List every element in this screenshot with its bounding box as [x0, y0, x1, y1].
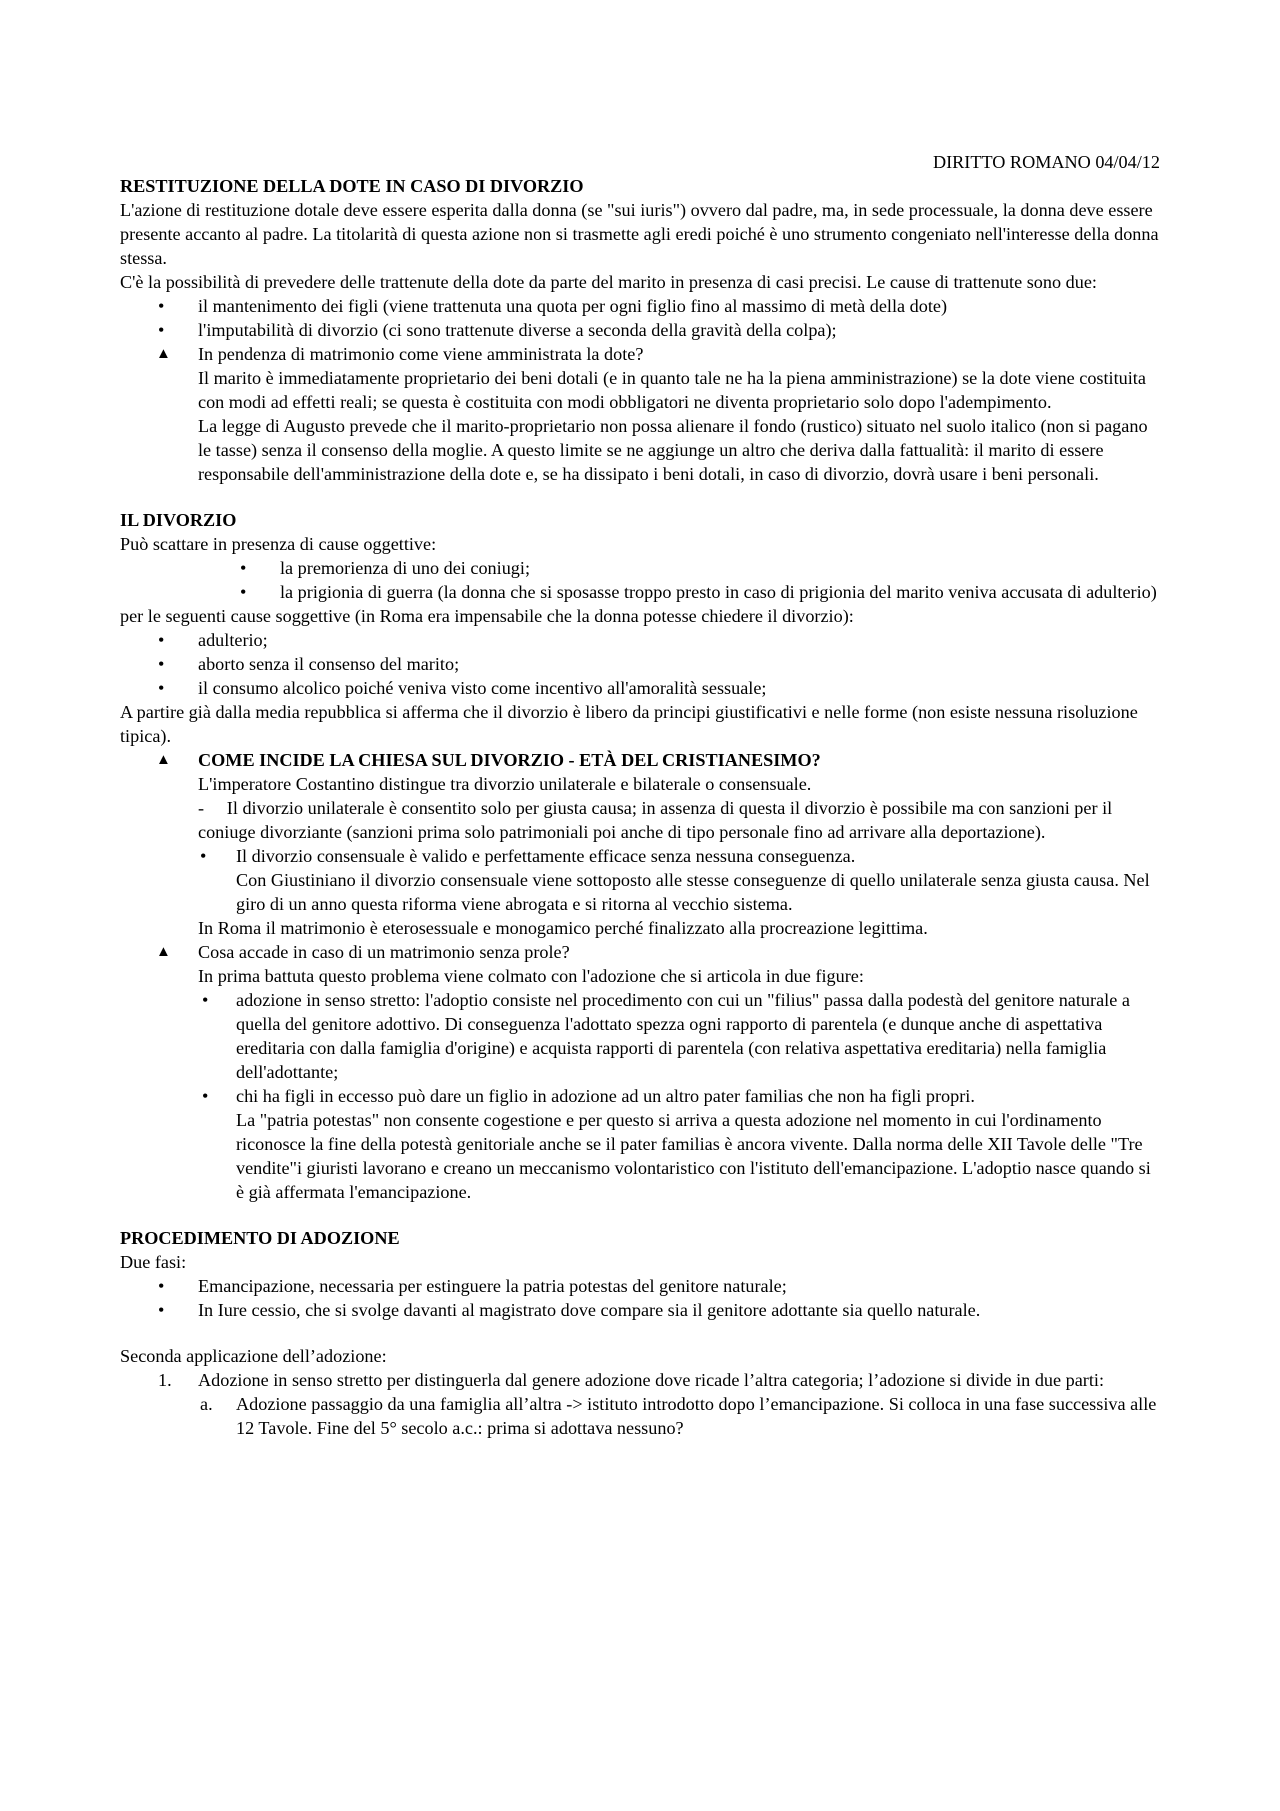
question-item — [120, 748, 1160, 772]
list-item-text: Il divorzio unilaterale è consentito solo per giusta causa; in assenza di questa il divorzio è possibile ma con sanzioni per il coniuge divorziante (sanzioni prima solo patrimoniali poi anche di tipo personale fino ad arrivare alla deportazione). — [198, 798, 1113, 842]
bullet-icon: • — [202, 990, 209, 1010]
list-item — [120, 580, 1160, 604]
spacer — [120, 1204, 1160, 1226]
paragraph: C'è la possibilità di prevedere delle trattenute della dote da parte del marito in presenza di casi precisi. Le cause di trattenute sono due: — [120, 272, 1097, 292]
list-item-text: l'imputabilità di divorzio (ci sono trattenute diverse a seconda della gravità della colpa); — [198, 320, 837, 340]
list-item-text: la premorienza di uno dei coniugi; — [280, 558, 530, 578]
section-title-dote: RESTITUZIONE DELLA DOTE IN CASO DI DIVORZIO — [120, 176, 584, 196]
paragraph: per le seguenti cause soggettive (in Roma era impensabile che la donna potesse chiedere il divorzio): — [120, 606, 854, 626]
list-item-text: Adozione in senso stretto per distinguerla dal genere adozione dove ricade l’altra categoria; l’adozione si divide in due parti: — [198, 1370, 1105, 1390]
paragraph: A partire già dalla media repubblica si afferma che il divorzio è libero da principi giustificativi e nelle forme (non esiste nessuna risoluzione tipica). — [120, 702, 1138, 746]
letter-marker: a. — [200, 1394, 213, 1414]
list-item-text: aborto senza il consenso del marito; — [198, 654, 460, 674]
document-body — [120, 150, 1160, 1440]
dash-icon: - — [198, 798, 205, 818]
bullet-icon: • — [158, 1276, 165, 1296]
section-title-adozione: PROCEDIMENTO DI ADOZIONE — [120, 1228, 400, 1248]
paragraph: In prima battuta questo problema viene colmato con l'adozione che si articola in due figure: — [198, 966, 864, 986]
bullet-icon: • — [158, 320, 165, 340]
question-item — [120, 940, 1160, 964]
list-item — [120, 318, 1160, 342]
list-item — [120, 1084, 1160, 1108]
question-item — [120, 342, 1160, 366]
triangle-icon: ▲ — [156, 346, 171, 362]
bullet-icon: • — [240, 582, 247, 602]
list-item — [120, 844, 1160, 868]
triangle-icon: ▲ — [156, 944, 171, 960]
bullet-icon: • — [158, 654, 165, 674]
question-text: Cosa accade in caso di un matrimonio senza prole? — [198, 942, 570, 962]
list-item — [120, 1274, 1160, 1298]
list-item — [120, 1298, 1160, 1322]
question-text: COME INCIDE LA CHIESA SUL DIVORZIO - ETÀ DEL CRISTIANESIMO? — [198, 750, 821, 770]
numbered-item — [120, 1368, 1160, 1392]
paragraph: La "patria potestas" non consente cogestione e per questo si arriva a questa adozione nel momento in cui l'ordinamento riconosce la fine della potestà genitoriale anche se il pater familias è ancora vivente. Dalla norma delle XII Tavole delle "Tre vendite"i giuristi lavorano e creano un meccanismo volontaristico con l'istituto dell'emancipazione. L'adoptio nasce quando si è già affermata l'emancipazione. — [236, 1110, 1151, 1202]
paragraph: Il marito è immediatamente proprietario dei beni dotali (e in quanto tale ne ha la piena amministrazione) se la dote viene costituita con modi ad effetti reali; se questa è costituita con modi obbligatori ne diventa proprietario solo dopo l'adempimento. — [198, 368, 1146, 412]
list-item-text: In Iure cessio, che si svolge davanti al magistrato dove compare sia il genitore adottante sia quello naturale. — [198, 1300, 981, 1320]
bullet-icon: • — [240, 558, 247, 578]
list-item-text: il mantenimento dei figli (viene trattenuta una quota per ogni figlio fino al massimo di metà della dote) — [198, 296, 948, 316]
question-text: In pendenza di matrimonio come viene amministrata la dote? — [198, 344, 644, 364]
triangle-icon: ▲ — [156, 752, 171, 768]
list-item — [120, 556, 1160, 580]
list-item-text: Emancipazione, necessaria per estinguere la patria potestas del genitore naturale; — [198, 1276, 787, 1296]
bullet-icon: • — [158, 296, 165, 316]
list-item-text: adozione in senso stretto: l'adoptio consiste nel procedimento con cui un "filius" passa dalla podestà del genitore naturale a quella del genitore adottivo. Di conseguenza l'adottato spezza ogni rapporto di parentela (e dunque anche di aspettativa ereditaria con dalla famiglia d'origine) e acquista rapporti di parentela (con relativa aspettativa ereditaria) nella famiglia dell'adottante; — [236, 990, 1130, 1082]
list-item — [120, 628, 1160, 652]
bullet-icon: • — [158, 678, 165, 698]
list-item — [120, 652, 1160, 676]
list-item-text: adulterio; — [198, 630, 268, 650]
list-item-text: chi ha figli in eccesso può dare un figlio in adozione ad un altro pater familias che non ha figli propri. — [236, 1086, 975, 1106]
list-item-text: Il divorzio consensuale è valido e perfettamente efficace senza nessuna conseguenza. — [236, 846, 856, 866]
paragraph: Due fasi: — [120, 1252, 187, 1272]
list-item — [120, 294, 1160, 318]
paragraph: In Roma il matrimonio è eterosessuale e monogamico perché finalizzato alla procreazione legittima. — [198, 918, 928, 938]
paragraph: L'azione di restituzione dotale deve essere esperita dalla donna (se "sui iuris") ovvero dal padre, ma, in sede processuale, la donna deve essere presente accanto al padre. La titolarità di questa azione non si trasmette agli eredi poiché è uno strumento congeniato nell'interesse della donna stessa. — [120, 200, 1159, 268]
paragraph: La legge di Augusto prevede che il marito-proprietario non possa alienare il fondo (rustico) situato nel suolo italico (non si pagano le tasse) senza il consenso della moglie. A questo limite se ne aggiunge un altro che deriva dalla fattualità: il marito di essere responsabile dell'amministrazione della dote e, se ha dissipato i beni dotali, in caso di divorzio, dovrà usare i beni personali. — [198, 416, 1148, 484]
list-item-text: Adozione passaggio da una famiglia all’altra -> istituto introdotto dopo l’emancipazione. Si colloca in una fase successiva alle 12 Tavole. Fine del 5° secolo a.c.: prima si adottava nessuno? — [236, 1394, 1157, 1438]
bullet-icon: • — [158, 630, 165, 650]
spacer — [120, 1322, 1160, 1344]
list-item — [120, 988, 1160, 1084]
number-marker: 1. — [158, 1370, 172, 1390]
paragraph: L'imperatore Costantino distingue tra divorzio unilaterale e bilaterale o consensuale. — [198, 774, 812, 794]
dash-item — [120, 796, 1160, 844]
bullet-icon: • — [158, 1300, 165, 1320]
list-item — [120, 676, 1160, 700]
paragraph: Può scattare in presenza di cause oggettive: — [120, 534, 437, 554]
section-title-divorzio: IL DIVORZIO — [120, 510, 237, 530]
list-item-text: la prigionia di guerra (la donna che si sposasse troppo presto in caso di prigionia del marito veniva accusata di adulterio) — [280, 582, 1157, 602]
document-header: DIRITTO ROMANO 04/04/12 — [932, 152, 1160, 172]
bullet-icon: • — [200, 846, 207, 866]
lettered-item — [120, 1392, 1160, 1440]
paragraph: Con Giustiniano il divorzio consensuale viene sottoposto alle stesse conseguenze di quello unilaterale senza giusta causa. Nel giro di un anno questa riforma viene abrogata e si ritorna al vecchio sistema. — [236, 870, 1150, 914]
paragraph: Seconda applicazione dell’adozione: — [120, 1346, 387, 1366]
bullet-icon: • — [202, 1086, 209, 1106]
list-item-text: il consumo alcolico poiché veniva visto come incentivo all'amoralità sessuale; — [198, 678, 767, 698]
spacer — [120, 486, 1160, 508]
